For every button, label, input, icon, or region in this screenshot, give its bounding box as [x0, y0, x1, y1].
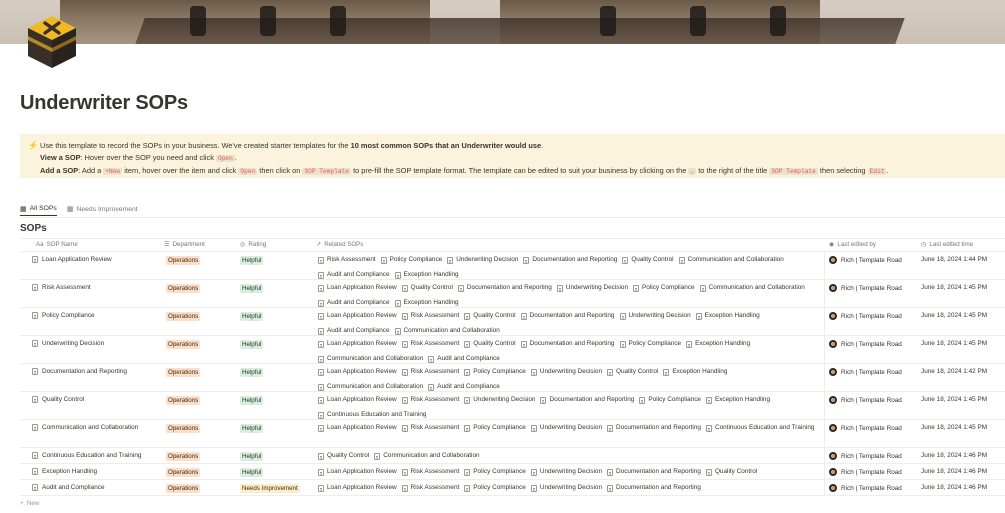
rating-tag: Helpful [242, 469, 262, 476]
department-cell[interactable] [166, 484, 200, 493]
department-tag: Operations [168, 485, 199, 492]
related-sop-link[interactable]: Documentation and Reporting [607, 466, 701, 478]
department-cell[interactable] [166, 312, 200, 321]
column-divider [824, 280, 825, 307]
related-sop-link[interactable]: Underwriting Decision [557, 282, 628, 294]
related-sop-link[interactable]: Underwriting Decision [531, 366, 602, 378]
related-sop-link[interactable]: Underwriting Decision [531, 422, 602, 434]
page-icon [402, 341, 408, 348]
related-sops-cell[interactable] [318, 450, 823, 465]
avatar [829, 284, 837, 292]
avatar [829, 312, 837, 320]
edited-time-cell: June 18, 2024 1:46 PM [921, 452, 988, 459]
page-icon [696, 313, 702, 320]
table-row[interactable] [20, 420, 1005, 448]
page-icon [464, 341, 470, 348]
list-icon: ☰ [164, 241, 170, 248]
edited-time-cell: June 18, 2024 1:45 PM [921, 284, 988, 291]
avatar [829, 424, 837, 432]
related-sop-link[interactable]: Documentation and Reporting [607, 422, 701, 434]
edited-time-cell: June 18, 2024 1:42 PM [921, 368, 988, 375]
page-icon [318, 300, 324, 307]
page-icon [607, 485, 613, 492]
avatar [829, 368, 837, 376]
related-sop-link[interactable]: Underwriting Decision [447, 254, 518, 266]
tab-all-sops[interactable]: ▦ All SOPs [20, 202, 57, 216]
related-sop-link[interactable]: Risk Assessment [318, 254, 376, 266]
page-icon [531, 369, 537, 376]
table-row[interactable] [20, 364, 1005, 392]
column-header-related[interactable]: ↗ Related SOPs [316, 241, 364, 248]
rating-tag: Helpful [242, 369, 262, 376]
rating-tag: Helpful [242, 341, 262, 348]
page-icon [32, 256, 38, 263]
page-icon [318, 453, 324, 460]
column-header-rating[interactable]: ◎ Rating [240, 241, 267, 248]
related-sop-link[interactable]: Exception Handling [706, 394, 770, 406]
page-icon [464, 469, 470, 476]
sop-name-cell[interactable]: Exception Handling [32, 468, 97, 475]
callout-line-1: Use this template to record the SOPs in your business. We've created starter templates for the 10 most common SOPs that an Underwriter would use. [40, 141, 544, 150]
rating-cell[interactable] [240, 340, 263, 349]
database-title[interactable]: SOPs [20, 223, 47, 234]
related-sop-link[interactable]: Loan Application Review [318, 422, 397, 434]
related-sop-link[interactable]: Policy Compliance [464, 366, 526, 378]
edited-by-cell[interactable]: Rich | Template Road [829, 368, 902, 376]
related-sop-link[interactable]: Risk Assessment [402, 338, 460, 350]
related-sop-link[interactable]: Underwriting Decision [531, 466, 602, 478]
page-icon [523, 257, 529, 264]
department-tag: Operations [168, 397, 199, 404]
page-icon [531, 425, 537, 432]
related-sop-link[interactable]: Communication and Collaboration [374, 450, 479, 462]
page-icon [402, 485, 408, 492]
related-sop-link[interactable]: Loan Application Review [318, 482, 397, 494]
related-sop-link[interactable]: Quality Control [607, 366, 658, 378]
page-icon [318, 397, 324, 404]
rating-tag: Helpful [242, 453, 262, 460]
related-sop-link[interactable]: Quality Control [318, 450, 369, 462]
page-icon [706, 469, 712, 476]
relation-arrow-icon: ↗ [316, 241, 322, 248]
department-cell[interactable] [166, 284, 200, 293]
related-sop-link[interactable]: Exception Handling [696, 310, 760, 322]
page-icon [318, 425, 324, 432]
related-sop-link[interactable]: Risk Assessment [402, 310, 460, 322]
sop-name-cell[interactable]: Audit and Compliance [32, 484, 105, 491]
avatar [829, 256, 837, 264]
page-icon [32, 396, 38, 403]
table-row[interactable] [20, 480, 1005, 496]
related-sop-link[interactable]: Documentation and Reporting [458, 282, 552, 294]
related-sop-link[interactable]: Underwriting Decision [620, 310, 691, 322]
sop-name-cell[interactable]: Underwriting Decision [32, 340, 104, 347]
sop-name-cell[interactable]: Continuous Education and Training [32, 452, 141, 459]
edited-time-cell: June 18, 2024 1:45 PM [921, 396, 988, 403]
page-icon [395, 300, 401, 307]
rating-cell[interactable] [240, 368, 263, 377]
related-sop-link[interactable]: Communication and Collaboration [700, 282, 805, 294]
page-icon [318, 369, 324, 376]
edited-time-cell: June 18, 2024 1:44 PM [921, 256, 988, 263]
page-icon [318, 485, 324, 492]
edited-by-cell[interactable]: Rich | Template Road [829, 312, 902, 320]
page-icon [464, 397, 470, 404]
page-icon [318, 341, 324, 348]
related-sop-link[interactable]: Audit and Compliance [428, 381, 500, 393]
related-sop-link[interactable]: Exception Handling [663, 366, 727, 378]
related-sop-link[interactable]: Risk Assessment [402, 482, 460, 494]
page-icon [402, 369, 408, 376]
page-icon [620, 341, 626, 348]
table-icon: ▦ [66, 206, 74, 213]
sop-name-cell[interactable]: Communication and Collaboration [32, 424, 138, 431]
table-header [20, 238, 1005, 252]
view-tabs [20, 202, 138, 218]
related-sop-link[interactable]: Quality Control [622, 254, 673, 266]
page-icon [374, 453, 380, 460]
related-sop-link[interactable]: Documentation and Reporting [521, 310, 615, 322]
page-icon [318, 313, 324, 320]
related-sop-link[interactable]: Loan Application Review [318, 366, 397, 378]
table-row[interactable] [20, 252, 1005, 280]
avatar [829, 468, 837, 476]
edited-time-cell: June 18, 2024 1:45 PM [921, 312, 988, 319]
page-icon [32, 484, 38, 491]
related-sop-link[interactable]: Loan Application Review [318, 466, 397, 478]
related-sops-cell[interactable] [318, 482, 823, 497]
new-row-button[interactable]: + New [20, 500, 40, 507]
related-sop-link[interactable]: Communication and Collaboration [679, 254, 784, 266]
table-icon: ▦ [20, 205, 27, 213]
related-sop-link[interactable]: Loan Application Review [318, 338, 397, 350]
related-sop-link[interactable]: Exception Handling [686, 338, 750, 350]
page-icon [679, 257, 685, 264]
page-icon [521, 313, 527, 320]
page-icon [32, 368, 38, 375]
rating-tag: Helpful [242, 285, 262, 292]
department-tag: Operations [168, 369, 199, 376]
page-icon [633, 285, 639, 292]
edited-by-cell[interactable]: Rich | Template Road [829, 340, 902, 348]
page-icon [458, 285, 464, 292]
related-sop-link[interactable]: Underwriting Decision [464, 394, 535, 406]
page-icon [381, 257, 387, 264]
page-icon [540, 397, 546, 404]
tab-needs-improvement[interactable]: ▦ Needs Improvement [66, 205, 138, 213]
related-sop-link[interactable]: Communication and Collaboration [318, 381, 423, 393]
callout [20, 134, 1005, 178]
rating-cell[interactable] [240, 284, 263, 293]
column-divider [824, 392, 825, 419]
page-icon [402, 397, 408, 404]
column-divider [824, 480, 825, 495]
related-sop-link[interactable]: Audit and Compliance [428, 353, 500, 365]
department-cell[interactable] [166, 424, 200, 433]
page-icon [706, 425, 712, 432]
person-icon: ◉ [829, 241, 835, 248]
department-tag: Operations [168, 425, 199, 432]
column-divider [824, 252, 825, 279]
related-sop-link[interactable]: Continuous Education and Training [706, 422, 814, 434]
avatar [829, 340, 837, 348]
edited-by-cell[interactable]: Rich | Template Road [829, 484, 902, 492]
related-sop-link[interactable]: Risk Assessment [402, 394, 460, 406]
page-icon [521, 341, 527, 348]
page-title: Underwriter SOPs [20, 92, 188, 114]
related-sop-link[interactable]: Documentation and Reporting [540, 394, 634, 406]
department-tag: Operations [168, 341, 199, 348]
page-icon [464, 425, 470, 432]
table-row[interactable] [20, 464, 1005, 480]
page-icon [686, 341, 692, 348]
related-sop-link[interactable]: Communication and Collaboration [395, 325, 500, 337]
related-sop-link[interactable]: Quality Control [464, 338, 515, 350]
plus-icon: + [20, 500, 24, 507]
avatar [829, 484, 837, 492]
edited-by-cell[interactable]: Rich | Template Road [829, 424, 902, 432]
page-icon [607, 425, 613, 432]
rating-cell[interactable] [240, 396, 263, 405]
page-icon [700, 285, 706, 292]
page-icon [464, 313, 470, 320]
related-sop-link[interactable]: Quality Control [706, 466, 757, 478]
page-icon [32, 452, 38, 459]
cube-logo-icon[interactable] [24, 14, 80, 70]
page-icon [607, 369, 613, 376]
page-icon [32, 284, 38, 291]
page-icon [32, 312, 38, 319]
page-icon [402, 425, 408, 432]
rating-tag: Helpful [242, 425, 262, 432]
lightning-icon: ⚡ [28, 141, 38, 150]
department-cell[interactable] [166, 340, 200, 349]
page-icon [32, 468, 38, 475]
column-header-department[interactable]: ☰ Department [164, 241, 205, 248]
related-sop-link[interactable]: Risk Assessment [402, 422, 460, 434]
page-icon [318, 285, 324, 292]
related-sop-link[interactable]: Loan Application Review [318, 282, 397, 294]
related-sop-link[interactable]: Policy Compliance [381, 254, 443, 266]
edited-time-cell: June 18, 2024 1:45 PM [921, 340, 988, 347]
table-row[interactable] [20, 280, 1005, 308]
text-property-icon: Aa [36, 241, 44, 248]
page-icon [402, 469, 408, 476]
column-divider [824, 364, 825, 391]
related-sop-link[interactable]: Risk Assessment [402, 466, 460, 478]
related-sop-link[interactable]: Documentation and Reporting [521, 338, 615, 350]
edited-time-cell: June 18, 2024 1:46 PM [921, 484, 988, 491]
related-sop-link[interactable]: Policy Compliance [464, 422, 526, 434]
related-sop-link[interactable]: Policy Compliance [633, 282, 695, 294]
related-sop-link[interactable]: Documentation and Reporting [523, 254, 617, 266]
column-header-edited-time[interactable]: ◷ Last edited time [921, 241, 974, 248]
page-icon [402, 285, 408, 292]
related-sop-link[interactable]: Audit and Compliance [318, 325, 390, 337]
cover-image [0, 0, 1005, 44]
page-icon [622, 257, 628, 264]
rating-cell[interactable] [240, 312, 263, 321]
avatar [829, 396, 837, 404]
sop-name-cell[interactable]: Risk Assessment [32, 284, 91, 291]
edited-time-cell: June 18, 2024 1:46 PM [921, 468, 988, 475]
avatar [829, 452, 837, 460]
related-sop-link[interactable]: Quality Control [464, 310, 515, 322]
department-cell[interactable] [166, 396, 200, 405]
department-cell[interactable] [166, 256, 200, 265]
page-icon [318, 412, 324, 419]
page-icon [32, 340, 38, 347]
column-header-name[interactable]: Aa SOP Name [36, 241, 78, 248]
related-sop-link[interactable]: Communication and Collaboration [318, 353, 423, 365]
related-sop-link[interactable]: Audit and Compliance [318, 297, 390, 309]
callout-line-2: View a SOP: Hover over the SOP you need and click Open . [40, 153, 237, 163]
page-icon [318, 356, 324, 363]
related-sop-link[interactable]: Loan Application Review [318, 394, 397, 406]
edited-by-cell[interactable]: Rich | Template Road [829, 284, 902, 292]
column-divider [824, 336, 825, 363]
edited-time-cell: June 18, 2024 1:45 PM [921, 424, 988, 431]
clock-icon: ◷ [921, 241, 927, 248]
related-sops-cell[interactable] [318, 422, 823, 437]
related-sop-link[interactable]: Risk Assessment [402, 366, 460, 378]
department-cell[interactable] [166, 468, 200, 477]
table-row[interactable] [20, 448, 1005, 464]
column-divider [824, 448, 825, 463]
page-icon [428, 384, 434, 391]
rating-tag: Needs Improvement [242, 485, 298, 492]
department-tag: Operations [168, 257, 199, 264]
rating-cell[interactable] [240, 256, 263, 265]
column-divider [824, 420, 825, 447]
page-icon [318, 384, 324, 391]
page-icon [32, 424, 38, 431]
sop-name-cell[interactable]: Policy Compliance [32, 312, 95, 319]
related-sop-link[interactable]: Policy Compliance [620, 338, 682, 350]
sop-name-cell[interactable]: Quality Control [32, 396, 84, 403]
page-icon [395, 328, 401, 335]
related-sop-link[interactable]: Quality Control [402, 282, 453, 294]
page-icon [318, 469, 324, 476]
edited-by-cell[interactable]: Rich | Template Road [829, 256, 902, 264]
rating-tag: Helpful [242, 257, 262, 264]
page-icon [531, 485, 537, 492]
page-icon [557, 285, 563, 292]
edited-by-cell[interactable]: Rich | Template Road [829, 396, 902, 404]
related-sop-link[interactable]: Exception Handling [395, 297, 459, 309]
related-sop-link[interactable]: Documentation and Reporting [607, 482, 701, 494]
related-sop-link[interactable]: Policy Compliance [639, 394, 701, 406]
department-tag: Operations [168, 453, 199, 460]
rating-tag: Helpful [242, 397, 262, 404]
page-icon [318, 272, 324, 279]
rating-cell[interactable] [240, 452, 263, 461]
related-sop-link[interactable]: Policy Compliance [464, 482, 526, 494]
column-header-edited-by[interactable]: ◉ Last edited by [829, 241, 876, 248]
related-sop-link[interactable]: Exception Handling [395, 269, 459, 281]
related-sop-link[interactable]: Continuous Education and Training [318, 409, 426, 421]
page-icon [395, 272, 401, 279]
page-icon [402, 313, 408, 320]
page-icon [607, 469, 613, 476]
status-icon: ◎ [240, 241, 246, 248]
page-icon [639, 397, 645, 404]
page-icon [464, 369, 470, 376]
table-row[interactable] [20, 392, 1005, 420]
page-icon [318, 257, 324, 264]
rating-cell[interactable] [240, 468, 263, 477]
callout-line-3: Add a SOP: Add a +New item, hover over the item and click Open then click on SOP Template to pre-fill the SOP template format. The template can be edited to suit your business by clicking on the ⌄ to the right of the title SOP Template then selecting Edit . [40, 166, 889, 176]
edited-by-cell[interactable]: Rich | Template Road [829, 452, 902, 460]
related-sop-link[interactable]: Underwriting Decision [531, 482, 602, 494]
page-icon [706, 397, 712, 404]
sop-name-cell[interactable]: Loan Application Review [32, 256, 112, 263]
table-row[interactable] [20, 336, 1005, 364]
department-tag: Operations [168, 285, 199, 292]
edited-by-cell[interactable]: Rich | Template Road [829, 468, 902, 476]
page-icon [428, 356, 434, 363]
page-icon [663, 369, 669, 376]
column-divider [824, 464, 825, 479]
related-sop-link[interactable]: Loan Application Review [318, 310, 397, 322]
related-sops-cell[interactable] [318, 466, 823, 481]
rating-tag: Helpful [242, 313, 262, 320]
table-body [20, 252, 1005, 496]
related-sop-link[interactable]: Audit and Compliance [318, 269, 390, 281]
sop-name-cell[interactable]: Documentation and Reporting [32, 368, 127, 375]
rating-cell[interactable] [240, 424, 263, 433]
table-row[interactable] [20, 308, 1005, 336]
rating-cell[interactable] [240, 484, 300, 493]
page-icon [318, 328, 324, 335]
department-tag: Operations [168, 313, 199, 320]
page-icon [464, 485, 470, 492]
page-icon [531, 469, 537, 476]
page-icon [620, 313, 626, 320]
department-tag: Operations [168, 469, 199, 476]
tabs-divider [20, 217, 1005, 218]
department-cell[interactable] [166, 368, 200, 377]
related-sop-link[interactable]: Policy Compliance [464, 466, 526, 478]
department-cell[interactable] [166, 452, 200, 461]
column-divider [824, 308, 825, 335]
page-icon [447, 257, 453, 264]
